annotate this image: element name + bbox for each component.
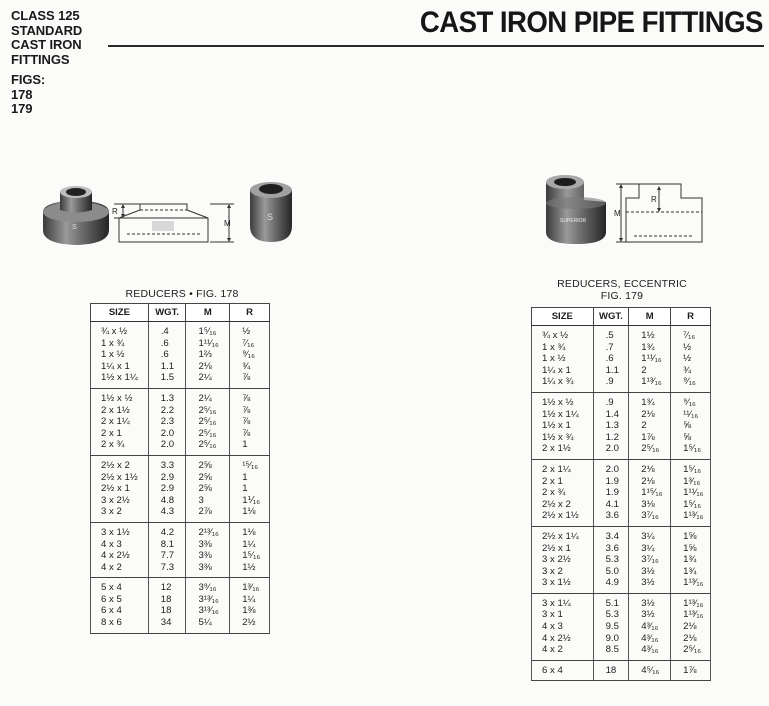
- table-row: [532, 353, 711, 365]
- m-cell: 4³⁄₁₆: [629, 621, 671, 633]
- m-dimension-label: M: [614, 209, 621, 218]
- weight-cell: 1.9: [593, 487, 629, 499]
- reducers-fig-178-table: [90, 303, 270, 634]
- svg-text:S: S: [72, 224, 77, 231]
- weight-cell: 2.9: [148, 472, 186, 484]
- weight-cell: 1.4: [593, 409, 629, 421]
- m-cell: 1⁵⁄₁₆: [186, 322, 230, 338]
- table-row: [91, 405, 270, 417]
- weight-cell: .6: [148, 349, 186, 361]
- table-row: [91, 361, 270, 373]
- weight-cell: 3.6: [593, 543, 629, 555]
- reducer-section-diagram: [112, 196, 242, 248]
- size-cell: 2 x ¾: [532, 487, 594, 499]
- weight-cell: 3.4: [593, 526, 629, 542]
- r-cell: ⅞: [230, 416, 270, 428]
- table-178-caption: [90, 288, 274, 300]
- m-cell: 1¹¹⁄₁₆: [629, 353, 671, 365]
- weight-cell: .5: [593, 326, 629, 342]
- weight-cell: 5.1: [593, 593, 629, 609]
- r-cell: 1: [230, 472, 270, 484]
- weight-cell: 2.0: [148, 439, 186, 455]
- size-cell: 2 x 1: [91, 428, 149, 440]
- m-header: M: [629, 308, 671, 326]
- size-cell: 2 x 1: [532, 476, 594, 488]
- table-row: [91, 322, 270, 338]
- m-header: M: [186, 304, 230, 322]
- r-cell: 1³⁄₁₆: [671, 476, 711, 488]
- m-cell: 2⁵⁄₁₆: [186, 439, 230, 455]
- m-cell: 1¹¹⁄₁₆: [186, 338, 230, 350]
- size-cell: 1 x ¾: [91, 338, 149, 350]
- weight-cell: 9.5: [593, 621, 629, 633]
- r-cell: ⁹⁄₁₆: [230, 349, 270, 361]
- m-cell: 2: [629, 365, 671, 377]
- r-cell: 1³⁄₁₆: [230, 578, 270, 594]
- m-cell: 3½: [629, 566, 671, 578]
- fig-number: 178: [11, 86, 33, 102]
- m-cell: 2⅝: [186, 455, 230, 471]
- m-cell: 3½: [629, 593, 671, 609]
- m-cell: 2¹³⁄₁₆: [186, 522, 230, 538]
- r-cell: ⅞: [230, 372, 270, 388]
- size-cell: 3 x 1¼: [532, 593, 594, 609]
- table-row: [91, 506, 270, 522]
- m-cell: 1⅔: [186, 349, 230, 361]
- table-row: [532, 633, 711, 645]
- weight-cell: 3.6: [593, 510, 629, 526]
- table-row: [532, 660, 711, 681]
- figs-label: FIGS:: [11, 72, 46, 87]
- m-cell: 3½: [629, 609, 671, 621]
- size-cell: 3 x 2: [91, 506, 149, 522]
- weight-cell: 3.3: [148, 455, 186, 471]
- r-cell: 1¹³⁄₁₆: [671, 510, 711, 526]
- m-cell: 1¹³⁄₁₆: [629, 376, 671, 392]
- weight-cell: 7.3: [148, 562, 186, 578]
- m-cell: 3¼: [629, 543, 671, 555]
- m-cell: 2¼: [186, 372, 230, 388]
- m-cell: 3¼: [629, 526, 671, 542]
- size-cell: 4 x 2½: [532, 633, 594, 645]
- weight-cell: 1.3: [148, 388, 186, 404]
- table-row: [91, 483, 270, 495]
- r-cell: ¾: [230, 361, 270, 373]
- title-rule: [108, 45, 764, 47]
- r-cell: 1⅞: [671, 660, 711, 681]
- size-cell: 6 x 4: [91, 605, 149, 617]
- class-line: STANDARD: [11, 22, 83, 38]
- size-cell: 2½ x 1: [532, 543, 594, 555]
- size-cell: 2½ x 2: [532, 499, 594, 511]
- size-cell: 6 x 4: [532, 660, 594, 681]
- size-cell: 5 x 4: [91, 578, 149, 594]
- caption-line: FIG. 179: [600, 290, 644, 302]
- weight-cell: 18: [593, 660, 629, 681]
- m-cell: 2⅝: [186, 483, 230, 495]
- table-row: [532, 526, 711, 542]
- size-cell: ¾ x ½: [532, 326, 594, 342]
- caption-line: REDUCERS • FIG. 178: [125, 288, 239, 300]
- weight-cell: 18: [148, 605, 186, 617]
- r-cell: 1⅟₁₆: [230, 495, 270, 507]
- weight-cell: 9.0: [593, 633, 629, 645]
- table-row: [532, 326, 711, 342]
- table-row: [91, 495, 270, 507]
- m-cell: 3⅜: [186, 550, 230, 562]
- m-cell: 3⅜: [186, 539, 230, 551]
- m-cell: 4³⁄₁₆: [629, 644, 671, 660]
- weight-cell: 1.1: [148, 361, 186, 373]
- svg-text:SUPERIOR: SUPERIOR: [560, 218, 587, 224]
- weight-cell: 4.2: [148, 522, 186, 538]
- size-cell: 2½ x 1¼: [532, 526, 594, 542]
- size-cell: 1¼ x 1: [91, 361, 149, 373]
- size-cell: 1½ x ½: [532, 392, 594, 408]
- table-row: [532, 443, 711, 459]
- weight-cell: 2.9: [148, 483, 186, 495]
- r-cell: ⁹⁄₁₆: [671, 376, 711, 392]
- weight-cell: 2.0: [148, 428, 186, 440]
- table-row: [532, 609, 711, 621]
- size-cell: 2 x 1¼: [532, 459, 594, 475]
- size-cell: 4 x 2: [91, 562, 149, 578]
- r-cell: 1¾: [671, 566, 711, 578]
- table-row: [532, 499, 711, 511]
- m-cell: 4³⁄₁₆: [629, 633, 671, 645]
- m-cell: 2⁵⁄₁₆: [186, 428, 230, 440]
- table-row: [532, 392, 711, 408]
- table-row: [532, 342, 711, 354]
- r-cell: 1¾: [671, 554, 711, 566]
- size-cell: 1 x ½: [532, 353, 594, 365]
- table-row: [91, 349, 270, 361]
- eccentric-reducer-photo: [540, 172, 612, 246]
- table-row: [91, 338, 270, 350]
- table-row: [532, 420, 711, 432]
- size-cell: 3 x 2½: [532, 554, 594, 566]
- size-cell: 3 x 1½: [91, 522, 149, 538]
- table-row: [91, 388, 270, 404]
- r-cell: ⁷⁄₁₆: [671, 326, 711, 342]
- table-header-row: [532, 308, 711, 326]
- table-row: [91, 562, 270, 578]
- table-179-caption: [533, 278, 711, 302]
- table-row: [91, 455, 270, 471]
- size-cell: 2 x 1¼: [91, 416, 149, 428]
- m-cell: 5¼: [186, 617, 230, 633]
- weight-cell: 2.2: [148, 405, 186, 417]
- table-row: [532, 510, 711, 526]
- size-cell: 3 x 2: [532, 566, 594, 578]
- size-cell: 1¼ x 1: [532, 365, 594, 377]
- table-row: [532, 644, 711, 660]
- r-cell: ⅞: [230, 428, 270, 440]
- weight-cell: 1.3: [593, 420, 629, 432]
- m-cell: 3¹³⁄₁₆: [186, 594, 230, 606]
- m-cell: 4⁵⁄₁₆: [629, 660, 671, 681]
- weight-cell: .9: [593, 376, 629, 392]
- eccentric-reducers-fig-179-table: [531, 307, 711, 681]
- r-cell: ½: [671, 342, 711, 354]
- m-cell: 2⅛: [629, 476, 671, 488]
- weight-cell: 5.0: [593, 566, 629, 578]
- size-cell: 1 x ¾: [532, 342, 594, 354]
- size-cell: 2½ x 1½: [532, 510, 594, 526]
- r-cell: 1: [230, 439, 270, 455]
- r-cell: ⁹⁄₁₆: [671, 392, 711, 408]
- weight-cell: .9: [593, 392, 629, 408]
- r-cell: 1⁵⁄₁₆: [671, 459, 711, 475]
- r-dimension-label: R: [112, 207, 118, 216]
- r-cell: 1: [230, 483, 270, 495]
- weight-cell: 7.7: [148, 550, 186, 562]
- weight-cell: 4.3: [148, 506, 186, 522]
- r-cell: 1¼: [230, 594, 270, 606]
- r-cell: 2⅛: [671, 621, 711, 633]
- weight-cell: .4: [148, 322, 186, 338]
- r-cell: 1¹³⁄₁₆: [671, 609, 711, 621]
- m-cell: 2¼: [186, 388, 230, 404]
- table-row: [91, 550, 270, 562]
- table-row: [532, 432, 711, 444]
- size-cell: 4 x 2½: [91, 550, 149, 562]
- table-row: [532, 476, 711, 488]
- table-row: [91, 617, 270, 633]
- size-cell: 1½ x 1: [532, 420, 594, 432]
- r-cell: ⅝: [671, 420, 711, 432]
- r-header: R: [671, 308, 711, 326]
- table-row: [91, 472, 270, 484]
- r-cell: 1⅝: [671, 526, 711, 542]
- size-header: SIZE: [91, 304, 149, 322]
- weight-cell: .6: [148, 338, 186, 350]
- table-row: [532, 365, 711, 377]
- m-cell: 1½: [629, 326, 671, 342]
- table-row: [532, 621, 711, 633]
- size-cell: 2 x 1½: [91, 405, 149, 417]
- size-cell: 4 x 2: [532, 644, 594, 660]
- r-cell: ⅝: [671, 432, 711, 444]
- m-cell: 3⁷⁄₁₆: [629, 510, 671, 526]
- class-line: CAST IRON: [11, 37, 82, 52]
- size-cell: 3 x 2½: [91, 495, 149, 507]
- m-dimension-label: M: [224, 219, 231, 228]
- table-row: [532, 409, 711, 421]
- m-cell: 1⅞: [629, 432, 671, 444]
- r-cell: 1⅛: [230, 506, 270, 522]
- table-row: [91, 594, 270, 606]
- r-cell: ¹⁵⁄₁₆: [230, 455, 270, 471]
- size-header: SIZE: [532, 308, 594, 326]
- weight-cell: 2.0: [593, 459, 629, 475]
- m-cell: 3¹³⁄₁₆: [186, 605, 230, 617]
- r-cell: ⅞: [230, 405, 270, 417]
- table-row: [91, 578, 270, 594]
- eccentric-section-diagram: [614, 178, 714, 250]
- r-cell: 1¼: [230, 539, 270, 551]
- table-row: [532, 577, 711, 593]
- r-cell: ⁷⁄₁₆: [230, 338, 270, 350]
- size-cell: 4 x 3: [532, 621, 594, 633]
- weight-header: WGT.: [148, 304, 186, 322]
- m-cell: 2⅛: [629, 409, 671, 421]
- r-cell: 2⁵⁄₁₆: [671, 644, 711, 660]
- m-cell: 2⁵⁄₁₆: [186, 405, 230, 417]
- m-cell: 2⁵⁄₁₆: [186, 416, 230, 428]
- m-cell: 3⅛: [629, 499, 671, 511]
- m-cell: 3⁷⁄₁₆: [629, 554, 671, 566]
- caption-line: REDUCERS, ECCENTRIC: [557, 278, 687, 290]
- table-row: [91, 428, 270, 440]
- page-title: CAST IRON PIPE FITTINGS: [419, 6, 763, 39]
- weight-cell: .7: [593, 342, 629, 354]
- size-cell: 2½ x 1: [91, 483, 149, 495]
- r-cell: 1⁵⁄₁₆: [671, 499, 711, 511]
- size-cell: 8 x 6: [91, 617, 149, 633]
- svg-text:S: S: [267, 212, 274, 222]
- r-cell: 1¹³⁄₁₆: [671, 577, 711, 593]
- weight-cell: 1.9: [593, 476, 629, 488]
- weight-cell: 4.1: [593, 499, 629, 511]
- weight-cell: 2.3: [148, 416, 186, 428]
- fittings-class-label: [11, 9, 82, 117]
- r-cell: ½: [671, 353, 711, 365]
- table-row: [532, 459, 711, 475]
- weight-cell: 5.3: [593, 609, 629, 621]
- size-cell: 2 x ¾: [91, 439, 149, 455]
- size-cell: 3 x 1: [532, 609, 594, 621]
- size-cell: 1½ x 1¼: [532, 409, 594, 421]
- weight-cell: 8.1: [148, 539, 186, 551]
- weight-cell: 1.5: [148, 372, 186, 388]
- table-row: [532, 543, 711, 555]
- class-line: CLASS 125: [11, 8, 80, 23]
- m-cell: 1¾: [629, 342, 671, 354]
- weight-cell: 34: [148, 617, 186, 633]
- m-cell: 3½: [629, 577, 671, 593]
- class-line: FITTINGS: [11, 51, 70, 67]
- r-cell: 1¹¹⁄₁₆: [671, 487, 711, 499]
- size-cell: 1½ x ¾: [532, 432, 594, 444]
- r-cell: 1⅛: [230, 522, 270, 538]
- m-cell: 2: [629, 420, 671, 432]
- table-row: [532, 487, 711, 499]
- reducer-photo-right: [246, 176, 296, 246]
- r-dimension-label: R: [651, 195, 657, 204]
- weight-cell: .6: [593, 353, 629, 365]
- weight-cell: 18: [148, 594, 186, 606]
- table-row: [91, 439, 270, 455]
- size-cell: 4 x 3: [91, 539, 149, 551]
- r-cell: ½: [230, 322, 270, 338]
- m-cell: 2⅛: [629, 459, 671, 475]
- r-cell: 2½: [230, 617, 270, 633]
- m-cell: 1¾: [629, 392, 671, 408]
- r-cell: 1¹³⁄₁₆: [671, 593, 711, 609]
- weight-cell: 4.9: [593, 577, 629, 593]
- table-row: [532, 376, 711, 392]
- size-cell: 1 x ½: [91, 349, 149, 361]
- weight-cell: 8.5: [593, 644, 629, 660]
- r-cell: 1⅜: [230, 605, 270, 617]
- r-cell: 2⅛: [671, 633, 711, 645]
- weight-cell: 5.3: [593, 554, 629, 566]
- size-cell: 3 x 1½: [532, 577, 594, 593]
- size-cell: 6 x 5: [91, 594, 149, 606]
- table-row: [91, 539, 270, 551]
- r-cell: 1½: [230, 562, 270, 578]
- weight-cell: 1.2: [593, 432, 629, 444]
- table-row: [91, 605, 270, 617]
- table-row: [532, 554, 711, 566]
- size-cell: 1¼ x ¾: [532, 376, 594, 392]
- table-row: [91, 522, 270, 538]
- size-cell: 2½ x 2: [91, 455, 149, 471]
- r-cell: ¹¹⁄₁₆: [671, 409, 711, 421]
- table-row: [532, 566, 711, 578]
- m-cell: 2⁵⁄₁₆: [629, 443, 671, 459]
- m-cell: 2⅛: [186, 361, 230, 373]
- weight-cell: 12: [148, 578, 186, 594]
- r-cell: 1⅝: [671, 543, 711, 555]
- size-cell: 2 x 1½: [532, 443, 594, 459]
- r-header: R: [230, 304, 270, 322]
- fig-number: 179: [11, 101, 33, 116]
- weight-cell: 1.1: [593, 365, 629, 377]
- table-row: [532, 593, 711, 609]
- weight-cell: 4.8: [148, 495, 186, 507]
- table-header-row: [91, 304, 270, 322]
- r-cell: 1⁵⁄₁₆: [230, 550, 270, 562]
- weight-header: WGT.: [593, 308, 629, 326]
- m-cell: 2⅞: [186, 506, 230, 522]
- size-cell: 2½ x 1½: [91, 472, 149, 484]
- table-row: [91, 372, 270, 388]
- m-cell: 3⅜: [186, 562, 230, 578]
- r-cell: 1⁵⁄₁₆: [671, 443, 711, 459]
- table-row: [91, 416, 270, 428]
- size-cell: 1½ x 1¼: [91, 372, 149, 388]
- weight-cell: 2.0: [593, 443, 629, 459]
- size-cell: ¾ x ½: [91, 322, 149, 338]
- reducer-photo-left: [40, 182, 112, 250]
- r-cell: ¾: [671, 365, 711, 377]
- size-cell: 1½ x ½: [91, 388, 149, 404]
- m-cell: 3⁹⁄₁₆: [186, 578, 230, 594]
- m-cell: 2⅝: [186, 472, 230, 484]
- m-cell: 3: [186, 495, 230, 507]
- r-cell: ⅞: [230, 388, 270, 404]
- m-cell: 1¹⁵⁄₁₆: [629, 487, 671, 499]
